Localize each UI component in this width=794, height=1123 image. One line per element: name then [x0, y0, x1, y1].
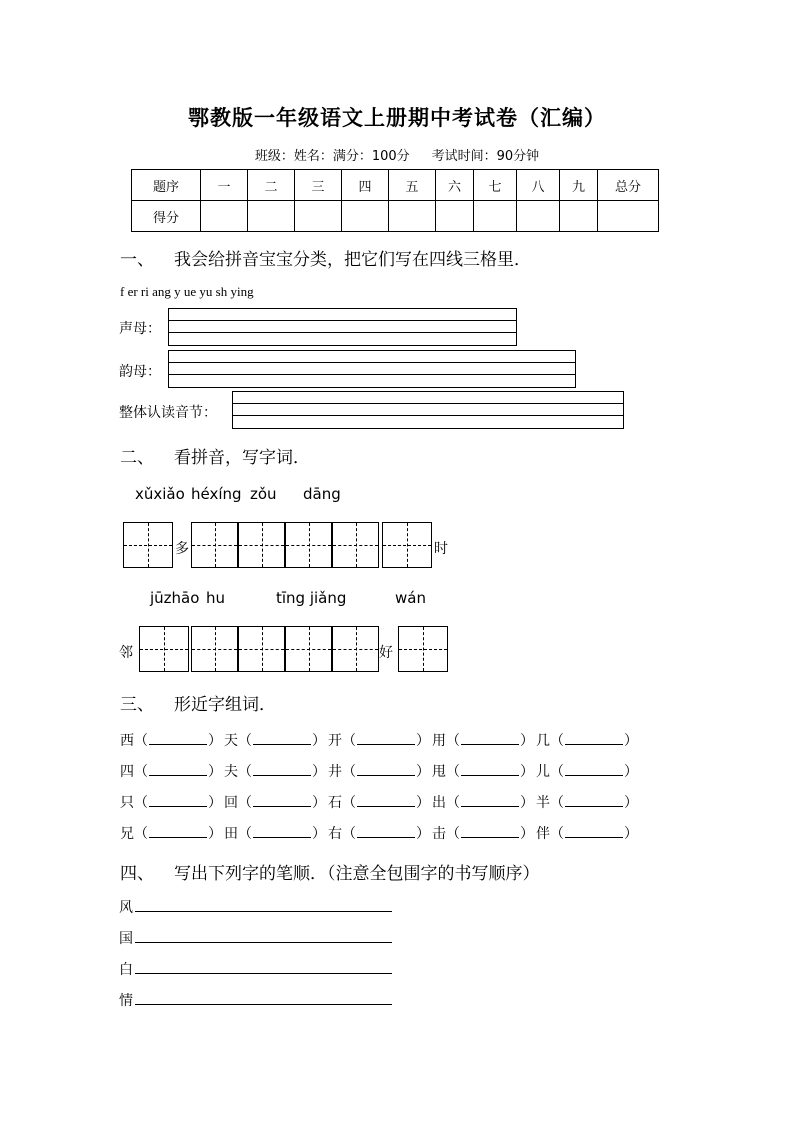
- answer-blank[interactable]: [253, 732, 311, 745]
- answer-blank[interactable]: [357, 732, 415, 745]
- score-header-cell: 二: [248, 170, 295, 201]
- pinyin-hint: wán: [395, 589, 426, 607]
- stroke-order-char: 情: [119, 993, 133, 1009]
- score-cell[interactable]: [560, 201, 598, 232]
- writing-box[interactable]: [123, 522, 173, 568]
- word-group-item: 兄（ ）: [120, 826, 222, 842]
- given-character: 多: [175, 541, 189, 557]
- word-group-item: 四（ ）: [120, 764, 222, 780]
- initials-label: 声母：: [119, 321, 161, 337]
- answer-blank[interactable]: [253, 825, 311, 838]
- word-group-row: [120, 761, 640, 781]
- answer-blank[interactable]: [357, 794, 415, 807]
- section-2-heading: [120, 443, 310, 468]
- answer-blank[interactable]: [461, 732, 519, 745]
- word-group-row: [120, 792, 640, 812]
- given-character: 时: [434, 541, 448, 557]
- section-3-heading: [120, 690, 276, 715]
- score-header-cell: 题序: [132, 170, 201, 201]
- word-group-item: 几（ ）: [536, 733, 638, 749]
- answer-blank[interactable]: [149, 732, 207, 745]
- writing-box[interactable]: [332, 626, 379, 672]
- score-cell[interactable]: [517, 201, 560, 232]
- word-group-item: 击（ ）: [432, 826, 534, 842]
- score-cell[interactable]: [201, 201, 248, 232]
- score-cell[interactable]: [474, 201, 517, 232]
- word-group-item: 儿（ ）: [536, 764, 638, 780]
- page-title: 鄂教版一年级语文上册期中考试卷（汇编）: [188, 106, 606, 130]
- score-header-cell: 总分: [598, 170, 659, 201]
- score-header-cell: 五: [389, 170, 436, 201]
- answer-blank[interactable]: [461, 794, 519, 807]
- writing-box[interactable]: [238, 522, 285, 568]
- answer-blank[interactable]: [149, 825, 207, 838]
- word-group-item: 回（ ）: [224, 795, 326, 811]
- section-3-number: 三、: [120, 695, 154, 715]
- word-group-item: 伴（ ）: [536, 826, 638, 842]
- pinyin-hint: xǔxiǎo: [135, 485, 185, 503]
- stroke-order-char: 国: [119, 931, 133, 947]
- writing-box[interactable]: [139, 626, 189, 672]
- answer-blank[interactable]: [357, 763, 415, 776]
- pinyin-hint: tīng jiǎng: [276, 589, 347, 607]
- answer-blank[interactable]: [565, 732, 623, 745]
- score-row-label: 得分: [132, 201, 201, 232]
- section-4-number: 四、: [120, 864, 154, 884]
- word-group-item: 田（ ）: [224, 826, 326, 842]
- answer-blank[interactable]: [565, 825, 623, 838]
- section-4-text: 写出下列字的笔顺．（注意全包围字的书写顺序）: [174, 864, 540, 884]
- pinyin-list: f er ri ang y ue yu sh ying: [120, 284, 254, 299]
- answer-blank[interactable]: [461, 825, 519, 838]
- section-3-text: 形近字组词．: [174, 695, 276, 715]
- score-table-header-row: [132, 170, 659, 201]
- section-1-heading: [120, 245, 531, 270]
- answer-blank[interactable]: [461, 763, 519, 776]
- finals-writing-lines[interactable]: [168, 350, 576, 388]
- score-header-cell: 六: [436, 170, 474, 201]
- writing-box[interactable]: [285, 626, 332, 672]
- score-cell[interactable]: [342, 201, 389, 232]
- word-group-item: 半（ ）: [536, 795, 638, 811]
- writing-box[interactable]: [238, 626, 285, 672]
- exam-info-class: 班级：姓名：满分：100分: [254, 149, 410, 164]
- whole-syllables-writing-lines[interactable]: [232, 391, 624, 429]
- word-group-item: 开（ ）: [328, 733, 430, 749]
- section-2-number: 二、: [120, 448, 154, 468]
- writing-box[interactable]: [191, 522, 238, 568]
- score-cell[interactable]: [389, 201, 436, 232]
- section-2-text: 看拼音，写字词．: [174, 448, 310, 468]
- exam-info-time: 考试时间：90分钟: [431, 149, 540, 164]
- exam-info: [0, 145, 794, 164]
- pinyin-hint: zǒu: [250, 485, 277, 503]
- section-4-heading: [120, 859, 540, 884]
- answer-blank[interactable]: [149, 794, 207, 807]
- answer-blank[interactable]: [253, 763, 311, 776]
- stroke-order-line[interactable]: [135, 911, 392, 912]
- score-table: [131, 169, 659, 232]
- answer-blank[interactable]: [149, 763, 207, 776]
- word-group-row: [120, 730, 640, 750]
- score-header-cell: 一: [201, 170, 248, 201]
- word-group-item: 井（ ）: [328, 764, 430, 780]
- whole-syllables-label: 整体认读音节：: [119, 405, 217, 421]
- answer-blank[interactable]: [565, 794, 623, 807]
- word-group-item: 西（ ）: [120, 733, 222, 749]
- pinyin-hint: jūzhāo: [150, 589, 200, 607]
- section-1-text: 我会给拼音宝宝分类，把它们写在四线三格里．: [174, 250, 531, 270]
- score-cell[interactable]: [436, 201, 474, 232]
- score-header-cell: 八: [517, 170, 560, 201]
- pinyin-hint: hu: [206, 589, 226, 607]
- given-character: 邻: [119, 645, 133, 661]
- score-cell[interactable]: [598, 201, 659, 232]
- word-group-item: 用（ ）: [432, 733, 534, 749]
- score-table-score-row: [132, 201, 659, 232]
- word-group-item: 石（ ）: [328, 795, 430, 811]
- stroke-order-line[interactable]: [135, 942, 392, 943]
- given-character: 好: [379, 645, 393, 661]
- word-group-item: 夫（ ）: [224, 764, 326, 780]
- word-group-item: 甩（ ）: [432, 764, 534, 780]
- section-1-number: 一、: [120, 250, 154, 270]
- word-group-item: 出（ ）: [432, 795, 534, 811]
- writing-box[interactable]: [191, 626, 238, 672]
- score-header-cell: 七: [474, 170, 517, 201]
- score-header-cell: 三: [295, 170, 342, 201]
- writing-box[interactable]: [332, 522, 379, 568]
- score-cell[interactable]: [248, 201, 295, 232]
- stroke-order-char: 白: [119, 962, 133, 978]
- writing-box[interactable]: [285, 522, 332, 568]
- pinyin-hint: dāng: [303, 485, 341, 503]
- word-group-item: 天（ ）: [224, 733, 326, 749]
- writing-box[interactable]: [382, 522, 432, 568]
- score-header-cell: 九: [560, 170, 598, 201]
- word-group-item: 只（ ）: [120, 795, 222, 811]
- finals-label: 韵母：: [119, 364, 161, 380]
- stroke-order-line[interactable]: [135, 973, 392, 974]
- word-group-row: [120, 823, 640, 843]
- answer-blank[interactable]: [357, 825, 415, 838]
- writing-box[interactable]: [398, 626, 448, 672]
- initials-writing-lines[interactable]: [168, 308, 517, 346]
- pinyin-hint: héxíng: [191, 485, 242, 503]
- score-header-cell: 四: [342, 170, 389, 201]
- stroke-order-line[interactable]: [135, 1004, 392, 1005]
- word-group-item: 右（ ）: [328, 826, 430, 842]
- answer-blank[interactable]: [253, 794, 311, 807]
- stroke-order-char: 风: [119, 900, 133, 916]
- score-cell[interactable]: [295, 201, 342, 232]
- answer-blank[interactable]: [565, 763, 623, 776]
